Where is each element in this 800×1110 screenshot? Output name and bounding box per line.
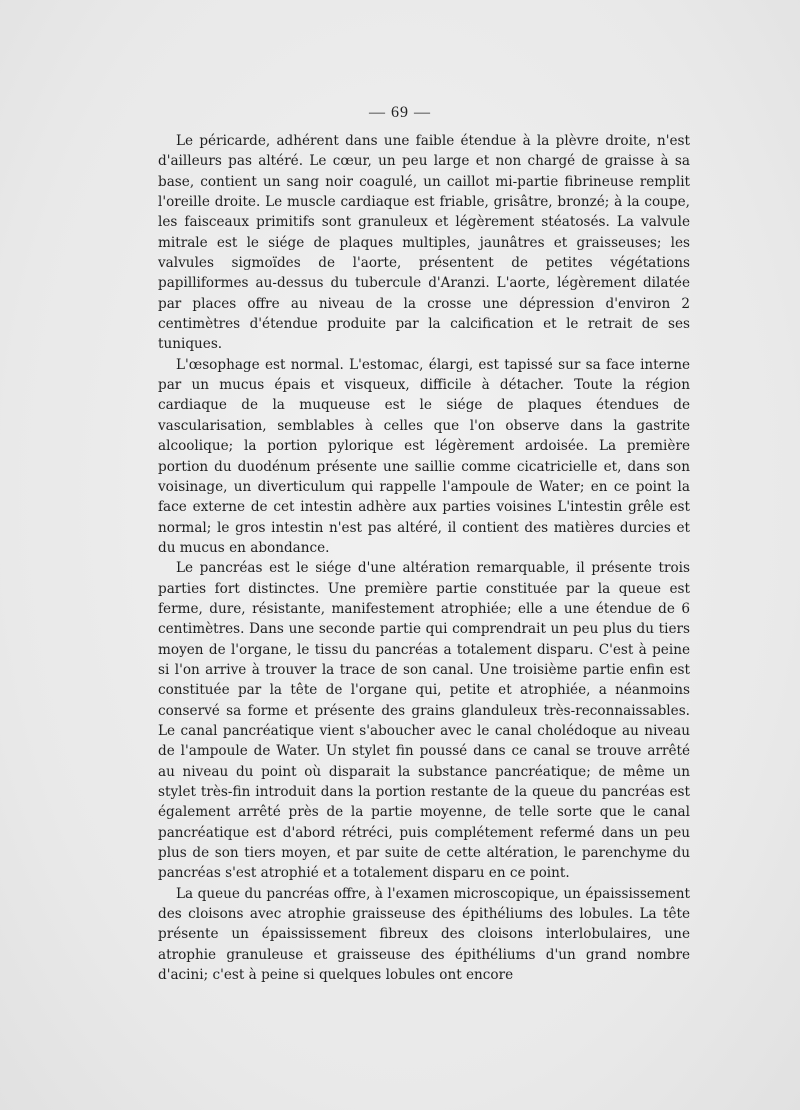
paragraph-pericardium: Le péricarde, adhérent dans une faible étendue à la plèvre droite, n'est d'ailleurs pas altéré. Le cœur, un peu large et non chargé de graisse à sa base, contient un sang noir coagulé, un caillot mi-partie fibrineuse remplit l'oreille droite. Le muscle cardiaque est friable, grisâtre, bronzé; à la coupe, les faisceaux primitifs sont granuleux et légèrement stéatosés. La valvule mitrale est le siége de plaques multiples, jaunâtres et graisseuses; les valvules sigmoïdes de l'aorte, présentent de petites végétations papilliformes au-dessus du tubercule d'Aranzi. L'aorte, légèrement dilatée par places offre au niveau de la crosse une dépression d'environ 2 centimètres d'étendue produite par la calcification et le retrait de ses tuniques. — [158, 133, 690, 353]
paragraph-esophagus: L'œsophage est normal. L'estomac, élargi, est tapissé sur sa face interne par un mucus épais et visqueux, difficile à détacher. Toute la région cardiaque de la muqueuse est le siége de plaques étendues de vascularisation, semblables à celles que l'on observe dans la gastrite alcoolique; la portion pylorique est légèrement ardoisée. La première portion du duodénum présente une saillie comme cicatricielle et, dans son voisinage, un diverticulum qui rappelle l'ampoule de Water; en ce point la face externe de cet intestin adhère aux parties voisines L'intestin grêle est normal; le gros intestin n'est pas altéré, il contient des matières durcies et du mucus en abondance. — [158, 356, 690, 556]
paragraph-pancreas: Le pancréas est le siége d'une altération remarquable, il présente trois parties fort distinctes. Une première partie constituée par la queue est ferme, dure, résistante, manifestement atrophiée; elle a une étendue de 6 centimètres. Dans une seconde partie qui comprendrait un peu plus du tiers moyen de l'organe, le tissu du pancréas a totalement disparu. C'est à peine si l'on arrive à trouver la trace de son canal. Une troisième partie enfin est constituée par la tête de l'organe qui, petite et atrophiée, a néanmoins conservé sa forme et présente des grains glanduleux très-reconnaissables. Le canal pancréatique vient s'aboucher avec le canal cholédoque au niveau de l'ampoule de Water. Un stylet fin poussé dans ce canal se trouve arrêté au niveau du point où disparait la substance pancréatique; de même un stylet très-fin introduit dans la portion restante de la queue du pancréas est également arrêté près de la partie moyenne, de telle sorte que le canal pancréatique est d'abord rétréci, puis complétement refermé dans un peu plus de son tiers moyen, et par suite de cette altération, le parenchyme du pancréas s'est atrophié et a totalement disparu en ce point. — [158, 560, 690, 882]
page-number: — 69 — — [369, 104, 431, 121]
body-text — [158, 131, 690, 985]
paragraph-microscopic: La queue du pancréas offre, à l'examen microscopique, un épaississement des cloisons avec atrophie graisseuse des épithéliums des lobules. La tête présente un épaississement fibreux des cloisons interlobulaires, une atrophie granuleuse et graisseuse des épithéliums d'un grand nombre d'acini; c'est à peine si quelques lobules ont encore — [158, 885, 690, 984]
